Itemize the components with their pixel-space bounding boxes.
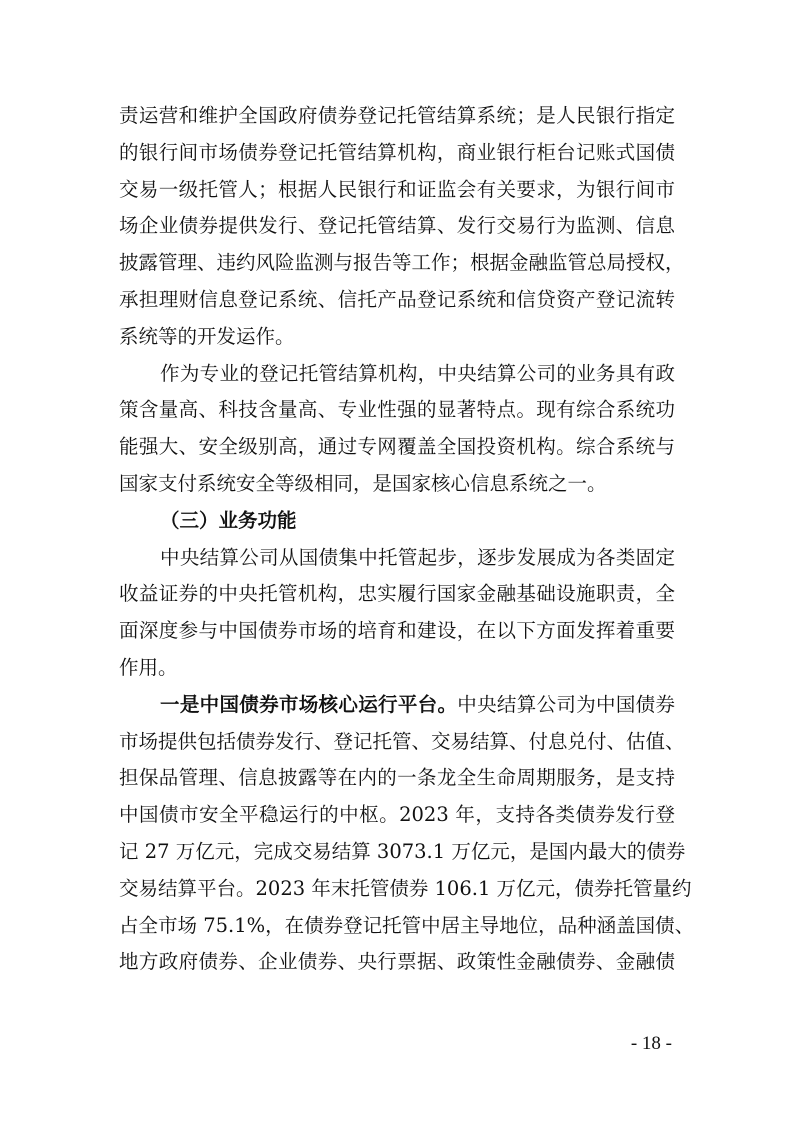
- paragraph-4-bold-lead: 一是中国债券市场核心运行平台。: [160, 692, 458, 716]
- paragraph-2-line-1: 作为专业的登记托管结算机构，中央结算公司的业务具有政: [160, 361, 675, 385]
- paragraph-4-line-3: 担保品管理、信息披露等在内的一条龙全生命周期服务，是支持: [119, 766, 675, 790]
- page-number: - 18 -: [630, 1033, 672, 1054]
- paragraph-1-line-2: 的银行间市场债券登记托管结算机构，商业银行柜台记账式国债: [119, 140, 675, 164]
- paragraph-2-line-2: 策含量高、科技含量高、专业性强的显著特点。现有综合系统功: [119, 398, 675, 422]
- paragraph-2-line-4: 国家支付系统安全等级相同，是国家核心信息系统之一。: [119, 471, 607, 495]
- paragraph-3-line-4: 作用。: [119, 655, 178, 679]
- paragraph-4-line-8: 地方政府债券、企业债券、央行票据、政策性金融债券、金融债: [119, 950, 675, 974]
- paragraph-4-line-2: 市场提供包括债券发行、登记托管、交易结算、付息兑付、估值、: [119, 729, 685, 753]
- paragraph-1-line-7: 系统等的开发运作。: [119, 324, 295, 348]
- paragraph-3-line-3: 面深度参与中国债券市场的培育和建设，在以下方面发挥着重要: [119, 619, 675, 643]
- body-text: [119, 98, 695, 981]
- paragraph-1-line-3: 交易一级托管人；根据人民银行和证监会有关要求，为银行间市: [119, 177, 675, 201]
- paragraph-4-line-7: 占全市场 75.1%，在债券登记托管中居主导地位，品种涵盖国债、: [119, 913, 695, 937]
- section-heading: （三）业务功能: [160, 508, 297, 532]
- paragraph-4-line-5: 记 27 万亿元，完成交易结算 3073.1 万亿元，是国内最大的债券: [119, 839, 686, 863]
- paragraph-1-line-4: 场企业债券提供发行、登记托管结算、发行交易行为监测、信息: [119, 214, 675, 238]
- paragraph-3-line-2: 收益证券的中央托管机构，忠实履行国家金融基础设施职责，全: [119, 582, 675, 606]
- paragraph-4-line-6: 交易结算平台。2023 年末托管债券 106.1 万亿元，债券托管量约: [119, 876, 692, 900]
- paragraph-4-line-1-rest: 中央结算公司为中国债券: [457, 692, 675, 716]
- paragraph-4-line-4: 中国债市安全平稳运行的中枢。2023 年，支持各类债券发行登: [119, 803, 675, 827]
- paragraph-1-line-1: 责运营和维护全国政府债券登记托管结算系统；是人民银行指定: [119, 104, 675, 127]
- paragraph-3-line-1: 中央结算公司从国债集中托管起步，逐步发展成为各类固定: [160, 545, 675, 569]
- paragraph-2-line-3: 能强大、安全级别高，通过专网覆盖全国投资机构。综合系统与: [119, 435, 675, 459]
- paragraph-1-line-5: 披露管理、违约风险监测与报告等工作；根据金融监管总局授权，: [119, 251, 685, 275]
- paragraph-1-line-6: 承担理财信息登记系统、信托产品登记系统和信贷资产登记流转: [119, 287, 675, 311]
- paragraph-4-line-1: [119, 687, 675, 724]
